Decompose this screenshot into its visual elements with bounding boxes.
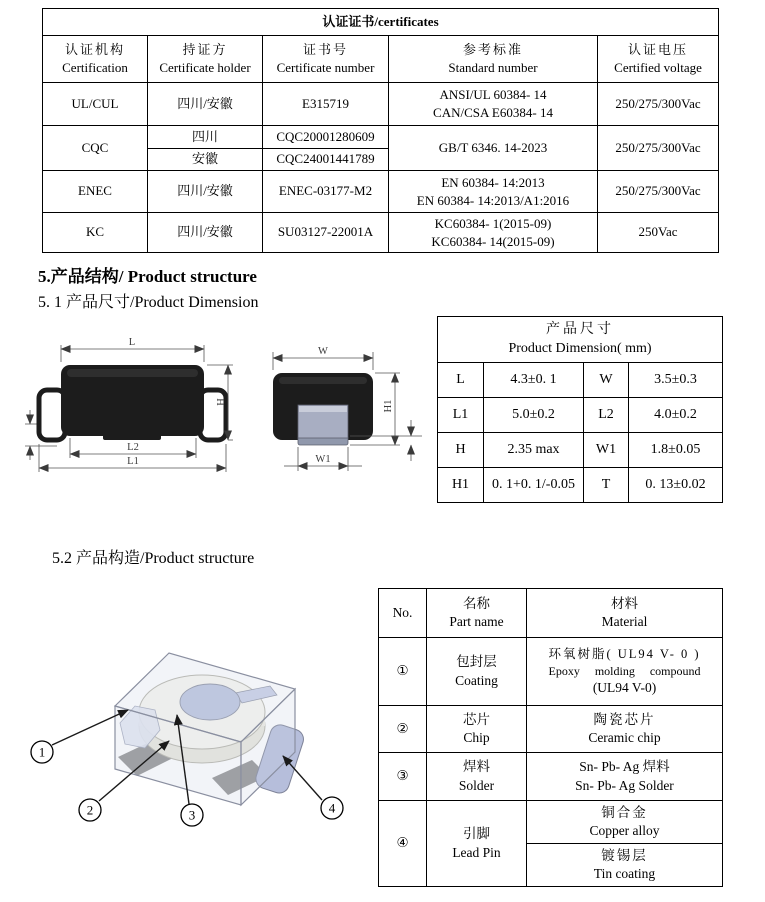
svg-text:4: 4	[328, 800, 336, 816]
table-row-cqc-1	[43, 126, 719, 149]
dim-value: 0. 13±0.02	[629, 468, 723, 503]
cell-holder: 四川	[148, 126, 263, 149]
dim-key: L2	[584, 398, 629, 433]
cell-voltage: 250/275/300Vac	[598, 171, 719, 213]
certificates-table	[42, 8, 719, 253]
cell-material: Sn- Pb- Ag 焊料 Sn- Pb- Ag Solder	[527, 753, 723, 801]
dim-key: H1	[438, 468, 484, 503]
label-W: W	[318, 346, 328, 357]
cell-holder: 四川/安徽	[148, 171, 263, 213]
table-row-ulcul	[43, 83, 719, 126]
col-header-number: 证书号 Certificate number	[263, 36, 389, 83]
cell-material-copper: 铜合金 Copper alloy	[527, 801, 723, 844]
certificates-title-row	[43, 9, 719, 36]
cell-part-name: 焊料 Solder	[427, 753, 527, 801]
callout-1	[31, 741, 53, 763]
front-view-drawing	[248, 332, 438, 497]
dim-value: 1.8±0.05	[629, 433, 723, 468]
dim-value: 4.3±0. 1	[484, 363, 584, 398]
callout-2	[79, 799, 101, 821]
table-row	[438, 363, 723, 398]
table-row-chip	[379, 706, 723, 753]
certificates-title: 认证证书/certificates	[43, 9, 719, 36]
dimension-title-en: Product Dimension( mm)	[508, 340, 652, 356]
dim-key: W	[584, 363, 629, 398]
table-row-solder	[379, 753, 723, 801]
cell-voltage: 250/275/300Vac	[598, 83, 719, 126]
cell-cert: ENEC	[43, 171, 148, 213]
dimension-table	[437, 316, 723, 503]
terminal-pad	[298, 405, 348, 445]
dim-key: T	[584, 468, 629, 503]
col-header-no: No.	[379, 589, 427, 638]
cell-material: 陶瓷芯片 Ceramic chip	[527, 706, 723, 753]
cell-part-name: 引脚 Lead Pin	[427, 801, 527, 887]
cell-no: ①	[379, 638, 427, 706]
table-row	[438, 433, 723, 468]
svg-text:3: 3	[188, 807, 196, 823]
cell-number: SU03127-22001A	[263, 213, 389, 253]
table-row	[438, 468, 723, 503]
cell-no: ④	[379, 801, 427, 887]
cell-voltage: 250/275/300Vac	[598, 126, 719, 171]
cell-material-tin: 镀锡层 Tin coating	[527, 844, 723, 887]
cell-standard: GB/T 6346. 14-2023	[389, 126, 598, 171]
cell-number: CQC24001441789	[263, 149, 389, 171]
label-H: H	[216, 398, 227, 406]
col-header-voltage: 认证电压 Certified voltage	[598, 36, 719, 83]
subsection-heading-product-construction: 5.2 产品构造/Product structure	[52, 550, 255, 567]
svg-text:1: 1	[38, 744, 46, 760]
dimension-table-header	[438, 317, 723, 363]
table-row-coating	[379, 638, 723, 706]
dim-key: L	[438, 363, 484, 398]
cell-number: CQC20001280609	[263, 126, 389, 149]
cell-material: 环氧树脂( UL94 V- 0 ) Epoxy molding compound (UL94 V-0)	[527, 638, 723, 706]
dim-key: H	[438, 433, 484, 468]
cell-voltage: 250Vac	[598, 213, 719, 253]
parts-table-header	[379, 589, 723, 638]
label-W1: W1	[315, 454, 331, 465]
dim-value: 4.0±0.2	[629, 398, 723, 433]
construction-3d-drawing	[25, 598, 370, 860]
cell-holder: 四川/安徽	[148, 213, 263, 253]
col-header-material: 材料 Material	[527, 589, 723, 638]
label-H1: H1	[383, 399, 394, 413]
cell-number: ENEC-03177-M2	[263, 171, 389, 213]
table-row	[438, 398, 723, 433]
table-row-leadpin-1	[379, 801, 723, 844]
section-heading-product-structure: 5.产品结构/ Product structure	[38, 267, 257, 286]
cell-cert: CQC	[43, 126, 148, 171]
cell-no: ②	[379, 706, 427, 753]
dim-key: W1	[584, 433, 629, 468]
dim-value: 5.0±0.2	[484, 398, 584, 433]
dimension-title-zh: 产品尺寸	[546, 321, 615, 337]
cell-holder: 四川/安徽	[148, 83, 263, 126]
dim-value: 2.35 max	[484, 433, 584, 468]
table-row-kc	[43, 213, 719, 253]
cell-cert: KC	[43, 213, 148, 253]
cell-part-name: 包封层 Coating	[427, 638, 527, 706]
side-view-drawing	[25, 332, 245, 497]
label-L: L	[128, 337, 136, 348]
cell-number: E315719	[263, 83, 389, 126]
dim-value: 3.5±0.3	[629, 363, 723, 398]
svg-text:2: 2	[86, 802, 94, 818]
cell-holder: 安徽	[148, 149, 263, 171]
dim-key: L1	[438, 398, 484, 433]
label-L2: L2	[127, 442, 139, 453]
callout-3	[181, 804, 203, 826]
subsection-heading-product-dimension: 5. 1 产品尺寸/Product Dimension	[38, 294, 259, 311]
parts-table	[378, 588, 723, 887]
component-body	[61, 365, 204, 440]
col-header-holder: 持证方 Certificate holder	[148, 36, 263, 83]
cell-part-name: 芯片 Chip	[427, 706, 527, 753]
cell-standard: ANSI/UL 60384- 14 CAN/CSA E60384- 14	[389, 83, 598, 126]
col-header-certification: 认证机构 Certification	[43, 36, 148, 83]
certificates-header-row	[43, 36, 719, 83]
col-header-part-name: 名称 Part name	[427, 589, 527, 638]
col-header-standard: 参考标准 Standard number	[389, 36, 598, 83]
cell-standard: KC60384- 1(2015-09) KC60384- 14(2015-09)	[389, 213, 598, 253]
cell-cert: UL/CUL	[43, 83, 148, 126]
dim-value: 0. 1+0. 1/-0.05	[484, 468, 584, 503]
table-row-enec	[43, 171, 719, 213]
cell-no: ③	[379, 753, 427, 801]
cell-standard: EN 60384- 14:2013 EN 60384- 14:2013/A1:2016	[389, 171, 598, 213]
callout-4	[321, 797, 343, 819]
label-L1: L1	[127, 456, 139, 467]
